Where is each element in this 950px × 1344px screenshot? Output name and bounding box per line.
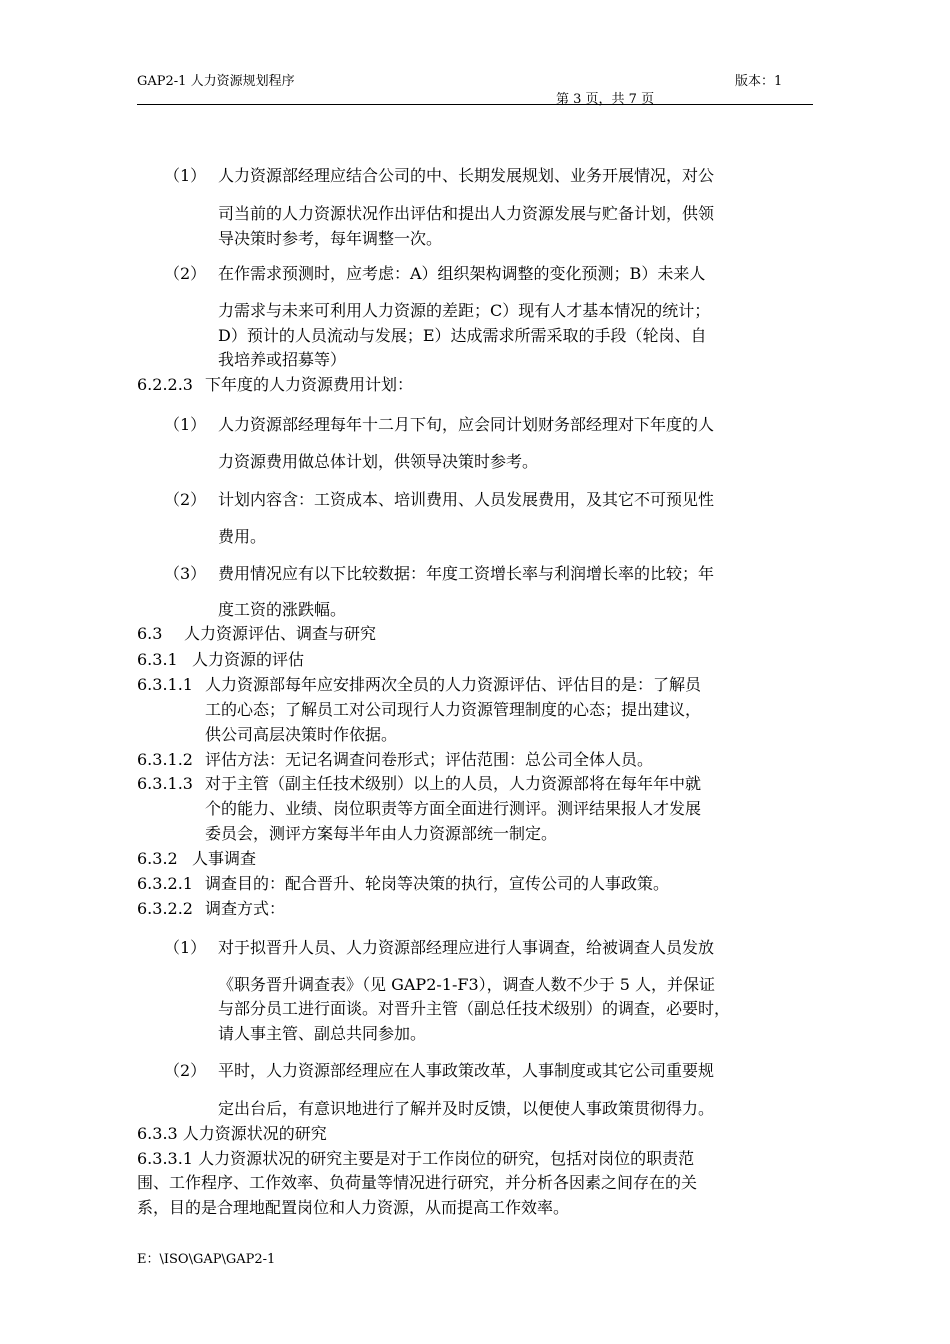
section-number: 6.3.1.3 bbox=[137, 774, 193, 793]
body-text-line: 力资源费用做总体计划，供领导决策时参考。 bbox=[218, 452, 539, 471]
section-number: 6.2.2.3 bbox=[137, 375, 193, 394]
body-text-line: 力需求与未来可利用人力资源的差距；C）现有人才基本情况的统计； bbox=[218, 301, 711, 320]
section-number: 6.3.1 bbox=[137, 650, 178, 669]
body-text-line: 个的能力、业绩、岗位职责等方面全面进行测评。测评结果报人才发展 bbox=[205, 799, 702, 818]
section-heading: 6.3.3 人力资源状况的研究 bbox=[137, 1124, 327, 1143]
body-text-line: 人力资源部经理应结合公司的中、长期发展规划、业务开展情况，对公 bbox=[218, 166, 715, 185]
body-text-line: 平时，人力资源部经理应在人事政策改革，人事制度或其它公司重要规 bbox=[218, 1061, 715, 1080]
list-number: （2） bbox=[164, 490, 207, 509]
footer-file-path: E：\ISO\GAP\GAP2-1 bbox=[137, 1252, 276, 1267]
body-text-line: 导决策时参考，每年调整一次。 bbox=[218, 229, 443, 248]
body-text-line: 请人事主管、副总共同参加。 bbox=[218, 1024, 427, 1043]
body-text-line: 供公司高层决策时作依据。 bbox=[205, 725, 398, 744]
section-heading: 下年度的人力资源费用计划： bbox=[205, 375, 414, 394]
body-text-line: 费用情况应有以下比较数据：年度工资增长率与利润增长率的比较；年 bbox=[218, 564, 715, 583]
body-text-line: 我培养或招募等） bbox=[218, 350, 347, 369]
body-text-line: 对于拟晋升人员、人力资源部经理应进行人事调查，给被调查人员发放 bbox=[218, 938, 715, 957]
body-text-line: 在作需求预测时，应考虑：A）组织架构调整的变化预测；B）未来人 bbox=[218, 264, 706, 283]
list-number: （3） bbox=[164, 564, 207, 583]
list-number: （1） bbox=[164, 415, 207, 434]
body-text-line: 系，目的是合理地配置岗位和人力资源，从而提高工作效率。 bbox=[137, 1198, 570, 1217]
body-text-line: 人力资源部每年应安排两次全员的人力资源评估、评估目的是：了解员 bbox=[205, 675, 702, 694]
body-text-line: 委员会，测评方案每半年由人力资源部统一制定。 bbox=[205, 824, 558, 843]
section-number: 6.3.2.1 bbox=[137, 874, 193, 893]
body-text-line: 工的心态；了解员工对公司现行人力资源管理制度的心态；提出建议， bbox=[205, 700, 702, 719]
header-page-number: 第 3 页，共 7 页 bbox=[556, 92, 655, 107]
body-text-line: 人力资源部经理每年十二月下旬，应会同计划财务部经理对下年度的人 bbox=[218, 415, 715, 434]
body-text-line: 定出台后，有意识地进行了解并及时反馈，以便使人事政策贯彻得力。 bbox=[218, 1099, 715, 1118]
list-number: （1） bbox=[164, 166, 207, 185]
list-number: （1） bbox=[164, 938, 207, 957]
section-heading: 人力资源评估、调查与研究 bbox=[184, 624, 377, 643]
body-text-line: 调查方式： bbox=[205, 899, 286, 918]
section-number: 6.3.2 bbox=[137, 849, 178, 868]
header-version: 版本：1 bbox=[735, 74, 783, 89]
body-text-line: 调查目的：配合晋升、轮岗等决策的执行，宣传公司的人事政策。 bbox=[205, 874, 670, 893]
body-text-line: 《职务晋升调查表》（见 GAP2-1-F3），调查人数不少于 5 人，并保证 bbox=[218, 975, 715, 994]
list-number: （2） bbox=[164, 264, 207, 283]
body-text-line: 计划内容含：工资成本、培训费用、人员发展费用，及其它不可预见性 bbox=[218, 490, 715, 509]
body-text-line: 费用。 bbox=[218, 527, 267, 546]
section-heading: 人事调查 bbox=[192, 849, 257, 868]
body-text-line: D）预计的人员流动与发展；E）达成需求所需采取的手段（轮岗、自 bbox=[218, 326, 707, 345]
section-number: 6.3.2.2 bbox=[137, 899, 193, 918]
header-divider bbox=[137, 104, 813, 105]
section-number: 6.3.1.2 bbox=[137, 750, 193, 769]
section-number: 6.3 bbox=[137, 624, 163, 643]
section-heading: 人力资源的评估 bbox=[192, 650, 305, 669]
body-text-line: 对于主管（副主任技术级别）以上的人员，人力资源部将在每年年中就 bbox=[205, 774, 702, 793]
body-text-line: 围、工作程序、工作效率、负荷量等情况进行研究，并分析各因素之间存在的关 bbox=[137, 1173, 698, 1192]
body-text-line: 司当前的人力资源状况作出评估和提出人力资源发展与贮备计划，供领 bbox=[218, 204, 715, 223]
list-number: （2） bbox=[164, 1061, 207, 1080]
body-text-line: 6.3.3.1 人力资源状况的研究主要是对于工作岗位的研究，包括对岗位的职责范 bbox=[137, 1149, 695, 1168]
header-title: GAP2-1 人力资源规划程序 bbox=[137, 74, 295, 89]
body-text-line: 与部分员工进行面谈。对晋升主管（副总任技术级别）的调查，必要时， bbox=[218, 999, 731, 1018]
section-number: 6.3.1.1 bbox=[137, 675, 193, 694]
body-text-line: 度工资的涨跌幅。 bbox=[218, 600, 347, 619]
body-text-line: 评估方法：无记名调查问卷形式；评估范围：总公司全体人员。 bbox=[205, 750, 654, 769]
